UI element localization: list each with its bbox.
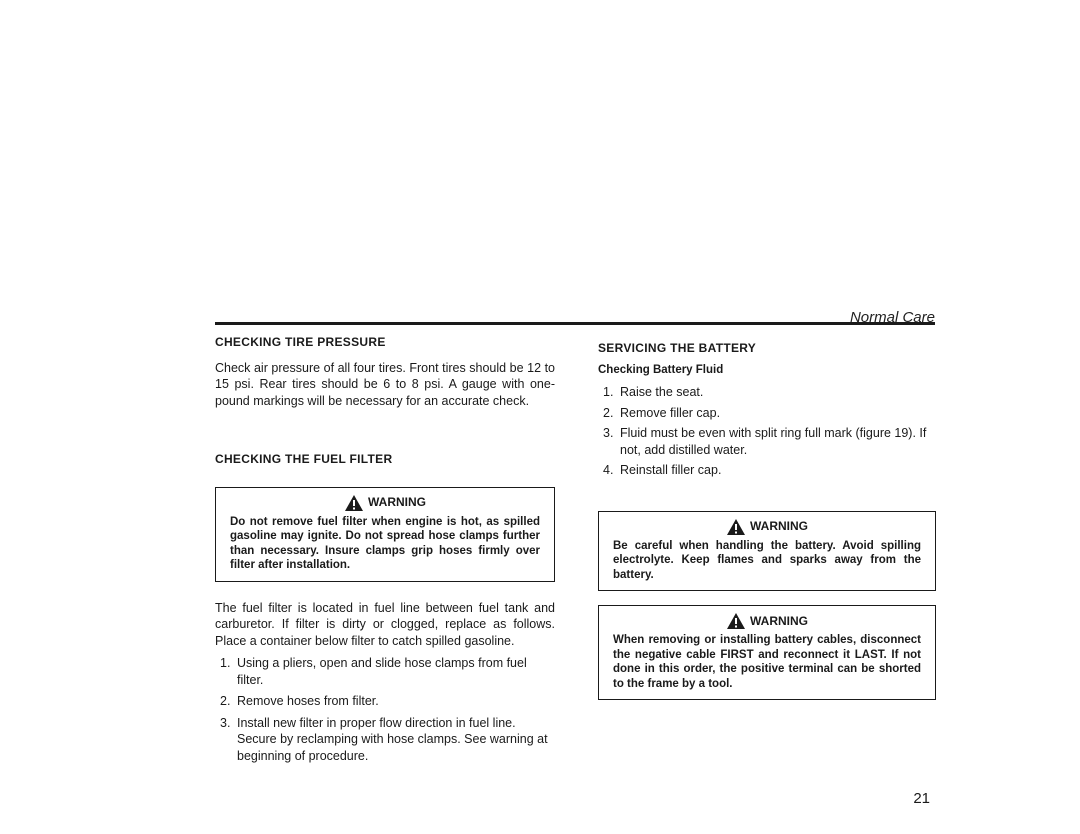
list-item: 2. Remove hoses from filter. [220,694,379,708]
list-item: 4. Reinstall filler cap. [603,463,722,477]
warning-header [613,612,921,630]
left-column [215,334,555,768]
battery-subheading: Checking Battery Fluid [598,363,724,376]
fuel-filter-heading: CHECKING THE FUEL FILTER [215,452,393,466]
battery-heading: SERVICING THE BATTERY [598,341,757,355]
warning-label: WARNING [750,519,808,534]
warning-triangle-icon [344,494,364,512]
list-item: 1. Raise the seat. [603,385,704,399]
battery-warning-text: Be careful when handling the battery. Avoid spilling electrolyte. Keep flames and sparks away from the battery. [613,539,921,581]
warning-label: WARNING [368,495,426,510]
tire-pressure-body: Check air pressure of all four tires. Front tires should be 12 to 15 psi. Rear tires should be 6 to 8 psi. A gauge with one-pound markings will be necessary for an accurate check. [215,360,555,408]
warning-label: WARNING [750,613,808,628]
fuel-filter-warning-text: Do not remove fuel filter when engine is hot, as spilled gasoline may ignite. Do not spread hose clamps further than necessary. Insure clamps grip hoses firmly over filter after installation. [230,515,540,571]
fuel-filter-steps [215,655,555,764]
warning-header [230,494,540,512]
fuel-filter-warning-box [215,487,555,582]
warning-triangle-icon [726,612,746,630]
warning-header [613,518,921,536]
right-column [598,340,936,700]
list-item: 2. Remove filler cap. [603,405,721,420]
battery-steps [598,384,936,479]
list-item: 3. Install new filter in proper flow direction in fuel line. Secure by reclamping with hose clamps. See warning at beginning of procedure. [220,715,548,763]
header-rule [215,322,935,325]
battery-cables-warning-box [598,605,936,700]
section-title: Normal Care [849,309,935,326]
tire-pressure-heading: CHECKING TIRE PRESSURE [215,335,386,349]
list-item: 3. Fluid must be even with split ring full mark (figure 19). If not, add distilled water. [603,426,927,457]
fuel-filter-intro: The fuel filter is located in fuel line between fuel tank and carburetor. If filter is dirty or clogged, replace as follows. Place a container below filter to catch spilled gasoline. [215,600,555,648]
battery-cables-warning-text: When removing or installing battery cables, disconnect the negative cable FIRST and reconnect it LAST. If not done in this order, the positive terminal can be shorted to the frame by a tool. [613,634,921,690]
list-item: 1. Using a pliers, open and slide hose clamps from fuel filter. [220,656,527,687]
battery-warning-box [598,511,936,592]
page-number: 21 [913,790,930,807]
warning-triangle-icon [726,518,746,536]
